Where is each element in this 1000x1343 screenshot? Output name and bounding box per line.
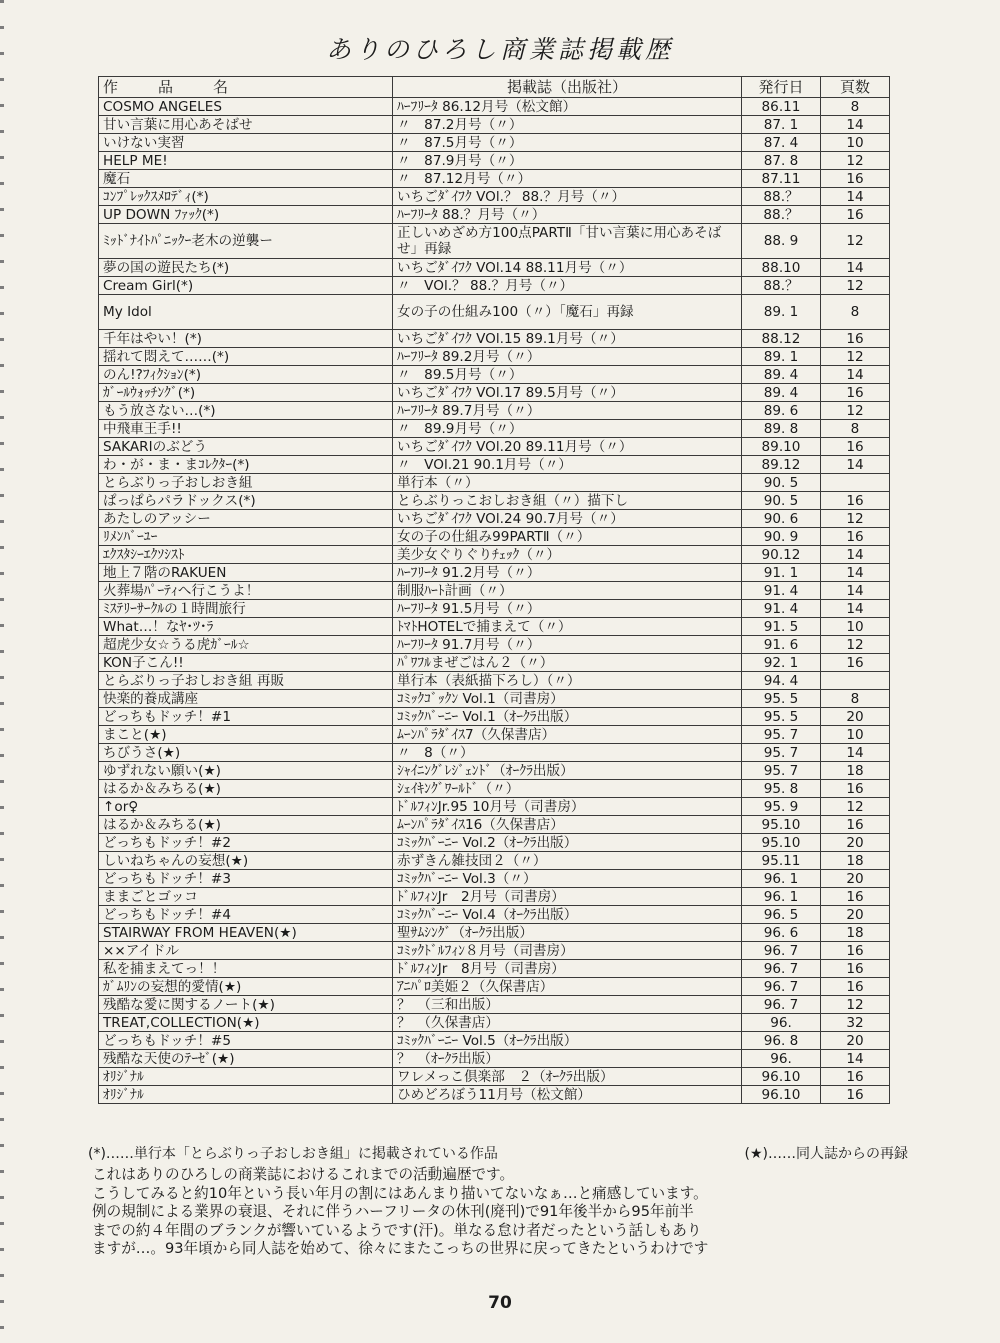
cell-magazine: いちごﾀﾞｲﾌｸ VOl.？ 88.？月号（〃）: [393, 188, 742, 206]
table-row: [99, 98, 890, 116]
cell-magazine: 聖ｻﾑｼﾝｸﾞ（ｵｰｸﾗ出版）: [393, 924, 742, 942]
cell-date: 86.11: [742, 98, 821, 116]
table-row: [99, 1014, 890, 1032]
cell-title: 私を捕まえてっ！！: [99, 960, 393, 978]
cell-title: 残酷な天使のﾃｰｾﾞ(★): [99, 1050, 393, 1068]
cell-date: 91. 6: [742, 636, 821, 654]
cell-date: 91. 5: [742, 618, 821, 636]
table-row: [99, 906, 890, 924]
table-row: [99, 978, 890, 996]
cell-title: TREAT,COLLECTION(★): [99, 1014, 393, 1032]
cell-date: 95. 8: [742, 780, 821, 798]
legend-note: [88, 1143, 908, 1163]
cell-title: ｶﾞﾑﾘﾝの妄想的愛情(★): [99, 978, 393, 996]
cell-pages: 14: [821, 116, 890, 134]
cell-pages: 10: [821, 618, 890, 636]
table-row: [99, 456, 890, 474]
cell-magazine: ひめどろぼう11月号（松文館）: [393, 1086, 742, 1104]
cell-magazine: ワレメっこ倶楽部 ２（ｵｰｸﾗ出版）: [393, 1068, 742, 1086]
cell-magazine: いちごﾀﾞｲﾌｸ VOl.17 89.5月号（〃）: [393, 384, 742, 402]
cell-magazine: ﾊｰﾌﾘｰﾀ 91.7月号（〃）: [393, 636, 742, 654]
table-row: [99, 942, 890, 960]
table-row: [99, 564, 890, 582]
table-header-row: [99, 77, 890, 98]
cell-title: 快楽的養成講座: [99, 690, 393, 708]
cell-magazine: 〃 89.5月号（〃）: [393, 366, 742, 384]
cell-pages: 14: [821, 188, 890, 206]
cell-title: ぱっぱらパラドックス(*): [99, 492, 393, 510]
table-row: [99, 636, 890, 654]
cell-magazine: 〃 87.5月号（〃）: [393, 134, 742, 152]
cell-pages: 8: [821, 690, 890, 708]
table-row: [99, 206, 890, 224]
cell-magazine: ｺﾐｯｸｺﾞｯｸﾝ Vol.1（司書房）: [393, 690, 742, 708]
cell-date: 96. 1: [742, 870, 821, 888]
cell-title: 夢の国の遊民たち(*): [99, 259, 393, 277]
cell-pages: 16: [821, 330, 890, 348]
cell-magazine: 単行本（〃）: [393, 474, 742, 492]
cell-date: 89.10: [742, 438, 821, 456]
cell-pages: 20: [821, 906, 890, 924]
cell-title: 魔石: [99, 170, 393, 188]
cell-title: どっちもドッチ！#2: [99, 834, 393, 852]
cell-magazine: ？ （ｵｰｸﾗ出版）: [393, 1050, 742, 1068]
cell-date: 95.11: [742, 852, 821, 870]
cell-magazine: ｺﾐｯｸﾊﾞｰﾆｰ Vol.4（ｵｰｸﾗ出版）: [393, 906, 742, 924]
table-row: [99, 492, 890, 510]
cell-magazine: 正しいめざめ方100点PARTⅡ「甘い言葉に用心あそばせ」再録: [393, 224, 742, 259]
cell-title: しいねちゃんの妄想(★): [99, 852, 393, 870]
cell-pages: 16: [821, 978, 890, 996]
cell-pages: 18: [821, 762, 890, 780]
cell-magazine: ｺﾐｯｸﾊﾞｰﾆｰ Vol.3（〃）: [393, 870, 742, 888]
cell-pages: 12: [821, 277, 890, 295]
cell-date: 89. 1: [742, 295, 821, 330]
cell-date: 95. 7: [742, 744, 821, 762]
cell-pages: 16: [821, 942, 890, 960]
cell-date: 95. 7: [742, 726, 821, 744]
table-row: [99, 134, 890, 152]
cell-magazine: ﾊｰﾌﾘｰﾀ 91.2月号（〃）: [393, 564, 742, 582]
table-row: [99, 170, 890, 188]
publication-history-table: [98, 76, 890, 1104]
cell-title: HELP ME!: [99, 152, 393, 170]
cell-magazine: ﾄﾞﾙﾌｨﾝJr 8月号（司書房）: [393, 960, 742, 978]
cell-pages: 16: [821, 438, 890, 456]
cell-title: UP DOWN ﾌｧｯｸ(*): [99, 206, 393, 224]
cell-magazine: ﾄﾏﾄHOTELで捕まえて（〃）: [393, 618, 742, 636]
cell-date: 91. 1: [742, 564, 821, 582]
table-row: [99, 618, 890, 636]
cell-pages: 16: [821, 170, 890, 188]
cell-date: 96. 7: [742, 996, 821, 1014]
cell-pages: 8: [821, 420, 890, 438]
cell-magazine: ﾄﾞﾙﾌｨﾝJr.95 10月号（司書房）: [393, 798, 742, 816]
cell-pages: 12: [821, 224, 890, 259]
cell-title: まこと(★): [99, 726, 393, 744]
cell-date: 96.: [742, 1050, 821, 1068]
cell-magazine: ﾊﾟﾜﾌﾙまぜごはん２（〃）: [393, 654, 742, 672]
cell-date: 90. 5: [742, 492, 821, 510]
cell-title: ｺﾝﾌﾟﾚｯｸｽﾒﾛﾃﾞｨ(*): [99, 188, 393, 206]
cell-title: のん!?ﾌｨｸｼｮﾝ(*): [99, 366, 393, 384]
cell-magazine: いちごﾀﾞｲﾌｸ VOl.24 90.7月号（〃）: [393, 510, 742, 528]
cell-magazine: 〃 8（〃）: [393, 744, 742, 762]
cell-title: あたしのアッシー: [99, 510, 393, 528]
table-row: [99, 654, 890, 672]
cell-pages: 14: [821, 744, 890, 762]
cell-pages: [821, 474, 890, 492]
table-row: [99, 116, 890, 134]
cell-pages: 14: [821, 1050, 890, 1068]
cell-magazine: ｺﾐｯｸﾊﾞｰﾆｰ Vol.1（ｵｰｸﾗ出版）: [393, 708, 742, 726]
cell-title: ↑or♀: [99, 798, 393, 816]
cell-title: 中飛車王手!!: [99, 420, 393, 438]
paragraph-line: こうしてみると約10年という長い年月の割にはあんまり描いてないなぁ…と痛感しています。: [92, 1184, 708, 1202]
table-row: [99, 295, 890, 330]
cell-date: 96. 6: [742, 924, 821, 942]
cell-pages: 14: [821, 456, 890, 474]
table-row: [99, 834, 890, 852]
cell-pages: 16: [821, 816, 890, 834]
cell-date: 96. 5: [742, 906, 821, 924]
cell-pages: 8: [821, 295, 890, 330]
cell-date: 95. 7: [742, 762, 821, 780]
cell-title: STAIRWAY FROM HEAVEN(★): [99, 924, 393, 942]
cell-magazine: 単行本（表紙描下ろし）（〃）: [393, 672, 742, 690]
legend-note-left: (*)……単行本「とらぶりっ子おしおき組」に掲載されている作品: [88, 1146, 498, 1162]
cell-pages: [821, 672, 890, 690]
cell-date: 88.？: [742, 277, 821, 295]
cell-date: 96. 8: [742, 1032, 821, 1050]
cell-date: 89. 1: [742, 348, 821, 366]
cell-title: ｴｸｽﾀｼｰｴｸｿｼｽﾄ: [99, 546, 393, 564]
cell-pages: 14: [821, 546, 890, 564]
cell-title: ﾐｽﾃﾘｰｻｰｸﾙの１時間旅行: [99, 600, 393, 618]
cell-date: 88. 9: [742, 224, 821, 259]
table-row: [99, 546, 890, 564]
cell-pages: 16: [821, 528, 890, 546]
cell-magazine: 〃 87.12月号（〃）: [393, 170, 742, 188]
cell-magazine: ﾊｰﾌﾘｰﾀ 88.？月号（〃）: [393, 206, 742, 224]
cell-title: とらぶりっ子おしおき組: [99, 474, 393, 492]
table-row: [99, 798, 890, 816]
cell-date: 96.10: [742, 1086, 821, 1104]
table-row: [99, 780, 890, 798]
cell-title: どっちもドッチ！#1: [99, 708, 393, 726]
cell-pages: 12: [821, 996, 890, 1014]
cell-title: はるか＆みちる(★): [99, 816, 393, 834]
header-pages: 頁数: [821, 77, 890, 98]
table-row: [99, 888, 890, 906]
cell-pages: 18: [821, 852, 890, 870]
cell-date: 96.: [742, 1014, 821, 1032]
cell-magazine: いちごﾀﾞｲﾌｸ VOl.20 89.11月号（〃）: [393, 438, 742, 456]
cell-magazine: 〃 87.2月号（〃）: [393, 116, 742, 134]
cell-title: どっちもドッチ！#5: [99, 1032, 393, 1050]
paragraph-line: までの約４年間のブランクが響いているようです(汗)。単なる怠け者だったという話しもあり: [92, 1221, 702, 1239]
cell-magazine: ｱﾆﾊﾟﾛ美姫２（久保書店）: [393, 978, 742, 996]
cell-title: はるか＆みちる(★): [99, 780, 393, 798]
cell-date: 90.12: [742, 546, 821, 564]
cell-title: もう放さない…(*): [99, 402, 393, 420]
cell-pages: 20: [821, 834, 890, 852]
table-row: [99, 188, 890, 206]
table-row: [99, 277, 890, 295]
table-row: [99, 762, 890, 780]
cell-magazine: ？ （三和出版）: [393, 996, 742, 1014]
table-body: [99, 98, 890, 1104]
cell-title: ゆずれない願い(★): [99, 762, 393, 780]
cell-date: 88.12: [742, 330, 821, 348]
cell-date: 90. 6: [742, 510, 821, 528]
cell-date: 89. 6: [742, 402, 821, 420]
table-row: [99, 510, 890, 528]
cell-magazine: ﾑｰﾝﾊﾟﾗﾀﾞｲｽ7（久保書店）: [393, 726, 742, 744]
cell-title: Cream Girl(*): [99, 277, 393, 295]
cell-pages: 16: [821, 888, 890, 906]
page-number: 70: [488, 1293, 512, 1313]
cell-pages: 16: [821, 384, 890, 402]
cell-magazine: ﾑｰﾝﾊﾟﾗﾀﾞｲｽ16（久保書店）: [393, 816, 742, 834]
cell-magazine: 〃 VOl.21 90.1月号（〃）: [393, 456, 742, 474]
cell-title: What…！なﾔ･ﾂ･ﾗ: [99, 618, 393, 636]
legend-note-right: (★)……同人誌からの再録: [744, 1146, 908, 1162]
cell-date: 88.10: [742, 259, 821, 277]
table-row: [99, 924, 890, 942]
cell-date: 89. 4: [742, 384, 821, 402]
cell-pages: 12: [821, 348, 890, 366]
binding-edge: [0, 0, 4, 1343]
cell-magazine: ﾊｰﾌﾘｰﾀ 91.5月号（〃）: [393, 600, 742, 618]
cell-magazine: ﾄﾞﾙﾌｨﾝJr 2月号（司書房）: [393, 888, 742, 906]
cell-title: My Idol: [99, 295, 393, 330]
cell-pages: 16: [821, 654, 890, 672]
cell-date: 89. 8: [742, 420, 821, 438]
cell-pages: 20: [821, 1032, 890, 1050]
cell-magazine: ﾊｰﾌﾘｰﾀ 86.12月号（松文館）: [393, 98, 742, 116]
header-title: 作品名: [99, 77, 393, 98]
cell-date: 89. 4: [742, 366, 821, 384]
cell-pages: 32: [821, 1014, 890, 1032]
table-row: [99, 528, 890, 546]
cell-pages: 20: [821, 708, 890, 726]
cell-date: 87. 8: [742, 152, 821, 170]
cell-date: 96. 1: [742, 888, 821, 906]
cell-magazine: ｼｪｲｷﾝｸﾞﾜｰﾙﾄﾞ（〃）: [393, 780, 742, 798]
cell-magazine: ？ （久保書店）: [393, 1014, 742, 1032]
cell-title: とらぶりっ子おしおき組 再販: [99, 672, 393, 690]
cell-date: 87. 4: [742, 134, 821, 152]
cell-title: ××アイドル: [99, 942, 393, 960]
cell-pages: 18: [821, 924, 890, 942]
cell-date: 89.12: [742, 456, 821, 474]
cell-date: 87.11: [742, 170, 821, 188]
table-row: [99, 420, 890, 438]
cell-date: 88.？: [742, 188, 821, 206]
cell-title: ｵﾘｼﾞﾅﾙ: [99, 1086, 393, 1104]
cell-pages: 14: [821, 259, 890, 277]
cell-magazine: ｼｬｲﾆﾝｸﾞﾚｼﾞｪﾝﾄﾞ（ｵｰｸﾗ出版）: [393, 762, 742, 780]
cell-title: 火葬場ﾊﾟｰﾃｨへ行こうよ！: [99, 582, 393, 600]
table-row: [99, 1032, 890, 1050]
table-row: [99, 708, 890, 726]
cell-pages: 10: [821, 726, 890, 744]
table-row: [99, 474, 890, 492]
cell-magazine: ｺﾐｯｸﾊﾞｰﾆｰ Vol.5（ｵｰｸﾗ出版）: [393, 1032, 742, 1050]
cell-pages: 14: [821, 600, 890, 618]
cell-title: ちびうさ(★): [99, 744, 393, 762]
cell-title: 甘い言葉に用心あそばせ: [99, 116, 393, 134]
cell-title: SAKARIのぶどう: [99, 438, 393, 456]
table-row: [99, 438, 890, 456]
cell-pages: 20: [821, 870, 890, 888]
commentary-paragraph: [92, 1166, 912, 1259]
cell-pages: 14: [821, 366, 890, 384]
cell-pages: 8: [821, 98, 890, 116]
table-row: [99, 402, 890, 420]
cell-magazine: 〃 89.9月号（〃）: [393, 420, 742, 438]
cell-magazine: ｺﾐｯｸﾄﾞﾙﾌｨﾝ８月号（司書房）: [393, 942, 742, 960]
cell-pages: 12: [821, 152, 890, 170]
header-magazine: 掲載誌（出版社）: [393, 77, 742, 98]
cell-magazine: 女の子の仕組み100（〃）「魔石」再録: [393, 295, 742, 330]
cell-date: 95.10: [742, 816, 821, 834]
cell-magazine: ﾊｰﾌﾘｰﾀ 89.7月号（〃）: [393, 402, 742, 420]
table-row: [99, 384, 890, 402]
table-row: [99, 960, 890, 978]
table-row: [99, 224, 890, 259]
table-row: [99, 259, 890, 277]
cell-title: ままごとゴッコ: [99, 888, 393, 906]
table-row: [99, 816, 890, 834]
table-row: [99, 726, 890, 744]
table-row: [99, 996, 890, 1014]
cell-date: 95. 5: [742, 708, 821, 726]
cell-pages: 16: [821, 1068, 890, 1086]
cell-pages: 12: [821, 636, 890, 654]
cell-magazine: いちごﾀﾞｲﾌｸ VOl.15 89.1月号（〃）: [393, 330, 742, 348]
cell-magazine: ﾊｰﾌﾘｰﾀ 89.2月号（〃）: [393, 348, 742, 366]
cell-pages: 14: [821, 564, 890, 582]
cell-title: KON子こん!!: [99, 654, 393, 672]
cell-date: 95. 9: [742, 798, 821, 816]
table-row: [99, 366, 890, 384]
cell-pages: 16: [821, 492, 890, 510]
cell-title: ﾐｯﾄﾞﾅｲﾄﾊﾟﾆｯｸｰ老木の逆襲ー: [99, 224, 393, 259]
paragraph-line: ますが…。93年頃から同人誌を始めて、徐々にまたこっちの世界に戻ってきたというわけです: [92, 1240, 709, 1257]
cell-magazine: いちごﾀﾞｲﾌｸ VOl.14 88.11月号（〃）: [393, 259, 742, 277]
table-row: [99, 1050, 890, 1068]
cell-title: 揺れて悶えて……(*): [99, 348, 393, 366]
cell-title: 千年はやい！(*): [99, 330, 393, 348]
cell-date: 90. 9: [742, 528, 821, 546]
cell-title: ｶﾞｰﾙｳｫｯﾁﾝｸﾞ(*): [99, 384, 393, 402]
cell-pages: 14: [821, 582, 890, 600]
table-row: [99, 852, 890, 870]
cell-magazine: 美少女ぐりぐりﾁｪｯｸ（〃）: [393, 546, 742, 564]
cell-date: 95. 5: [742, 690, 821, 708]
paragraph-line: 例の規制による業界の衰退、それに伴うハーフリータの休刊(廃刊)で91年後半から95年前半: [92, 1203, 694, 1220]
cell-date: 90. 5: [742, 474, 821, 492]
table-row: [99, 1068, 890, 1086]
cell-magazine: とらぶりっこおしおき組（〃）描下し: [393, 492, 742, 510]
cell-pages: 16: [821, 206, 890, 224]
cell-magazine: 〃 VOl.？ 88.？月号（〃）: [393, 277, 742, 295]
cell-date: 96. 7: [742, 942, 821, 960]
cell-magazine: 赤ずきん雑技団２（〃）: [393, 852, 742, 870]
cell-magazine: ｺﾐｯｸﾊﾞｰﾆｰ Vol.2（ｵｰｸﾗ出版）: [393, 834, 742, 852]
table-row: [99, 152, 890, 170]
cell-title: 地上７階のRAKUEN: [99, 564, 393, 582]
table-row: [99, 690, 890, 708]
cell-pages: 12: [821, 510, 890, 528]
cell-date: 96. 7: [742, 960, 821, 978]
cell-magazine: 〃 87.9月号（〃）: [393, 152, 742, 170]
table-row: [99, 672, 890, 690]
cell-pages: 16: [821, 780, 890, 798]
cell-date: 87. 1: [742, 116, 821, 134]
cell-title: COSMO ANGELES: [99, 98, 393, 116]
cell-date: 95.10: [742, 834, 821, 852]
table-row: [99, 330, 890, 348]
paragraph-line: これはありのひろしの商業誌におけるこれまでの活動遍歴です。: [92, 1166, 515, 1183]
cell-magazine: 女の子の仕組み99PARTⅡ（〃）: [393, 528, 742, 546]
cell-pages: 10: [821, 134, 890, 152]
header-date: 発行日: [742, 77, 821, 98]
cell-pages: 16: [821, 960, 890, 978]
cell-date: 92. 1: [742, 654, 821, 672]
cell-title: ﾘﾒﾝﾊﾞｰﾕｰ: [99, 528, 393, 546]
table-row: [99, 744, 890, 762]
page-title: ありのひろし商業誌掲載歴: [325, 35, 674, 64]
cell-title: どっちもドッチ！#3: [99, 870, 393, 888]
cell-title: わ・が・ま・まｺﾚｸﾀｰ(*): [99, 456, 393, 474]
cell-date: 94. 4: [742, 672, 821, 690]
cell-title: ｵﾘｼﾞﾅﾙ: [99, 1068, 393, 1086]
cell-title: 超虎少女☆うる虎ｶﾞｰﾙ☆: [99, 636, 393, 654]
table-row: [99, 582, 890, 600]
table-row: [99, 348, 890, 366]
cell-date: 96. 7: [742, 978, 821, 996]
cell-pages: 12: [821, 798, 890, 816]
cell-title: 残酷な愛に関するノート(★): [99, 996, 393, 1014]
cell-title: どっちもドッチ！#4: [99, 906, 393, 924]
cell-pages: 16: [821, 1086, 890, 1104]
table-row: [99, 870, 890, 888]
cell-date: 91. 4: [742, 600, 821, 618]
cell-title: いけない実習: [99, 134, 393, 152]
table-row: [99, 1086, 890, 1104]
cell-date: 91. 4: [742, 582, 821, 600]
cell-date: 96.10: [742, 1068, 821, 1086]
cell-magazine: 制服ﾊｰﾄ計画（〃）: [393, 582, 742, 600]
cell-date: 88.？: [742, 206, 821, 224]
table-row: [99, 600, 890, 618]
cell-pages: 12: [821, 402, 890, 420]
